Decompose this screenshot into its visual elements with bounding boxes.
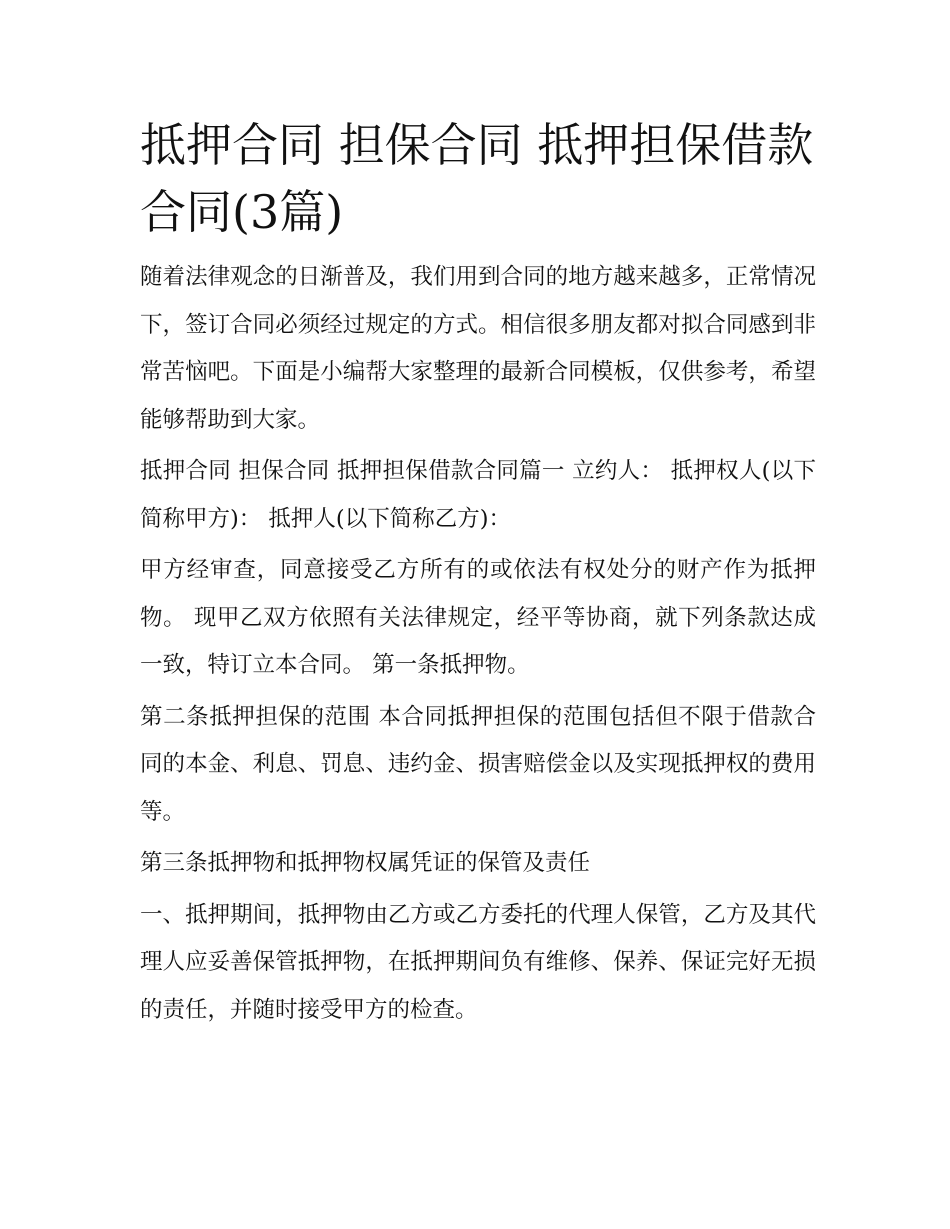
document-page <box>140 112 816 1038</box>
document-title: 抵押合同 担保合同 抵押担保借款合同(3篇) <box>140 118 814 239</box>
paragraph-article-2: 第二条抵押担保的范围 本合同抵押担保的范围包括但不限于借款合同的本金、利息、罚息、违约金、损害赔偿金以及实现抵押权的费用等。 <box>140 703 816 825</box>
paragraph-article-3-clause-1: 一、抵押期间，抵押物由乙方或乙方委托的代理人保管，乙方及其代理人应妥善保管抵押物，在抵押期间负有维修、保养、保证完好无损的责任，并随时接受甲方的检查。 <box>140 901 816 1023</box>
paragraph-parties: 抵押合同 担保合同 抵押担保借款合同篇一 立约人： 抵押权人(以下简称甲方)： 抵押人(以下简称乙方)： <box>140 458 816 532</box>
paragraph-intro: 随着法律观念的日渐普及，我们用到合同的地方越来越多，正常情况下，签订合同必须经过规定的方式。相信很多朋友都对拟合同感到非常苦恼吧。下面是小编帮大家整理的最新合同模板，仅供参考，希望能够帮助到大家。 <box>140 264 816 433</box>
paragraph-article-3-heading: 第三条抵押物和抵押物权属凭证的保管及责任 <box>140 850 591 876</box>
paragraph-article-1: 甲方经审查，同意接受乙方所有的或依法有权处分的财产作为抵押物。 现甲乙双方依照有关法律规定，经平等协商，就下列条款达成一致，特订立本合同。 第一条抵押物。 <box>140 557 816 678</box>
